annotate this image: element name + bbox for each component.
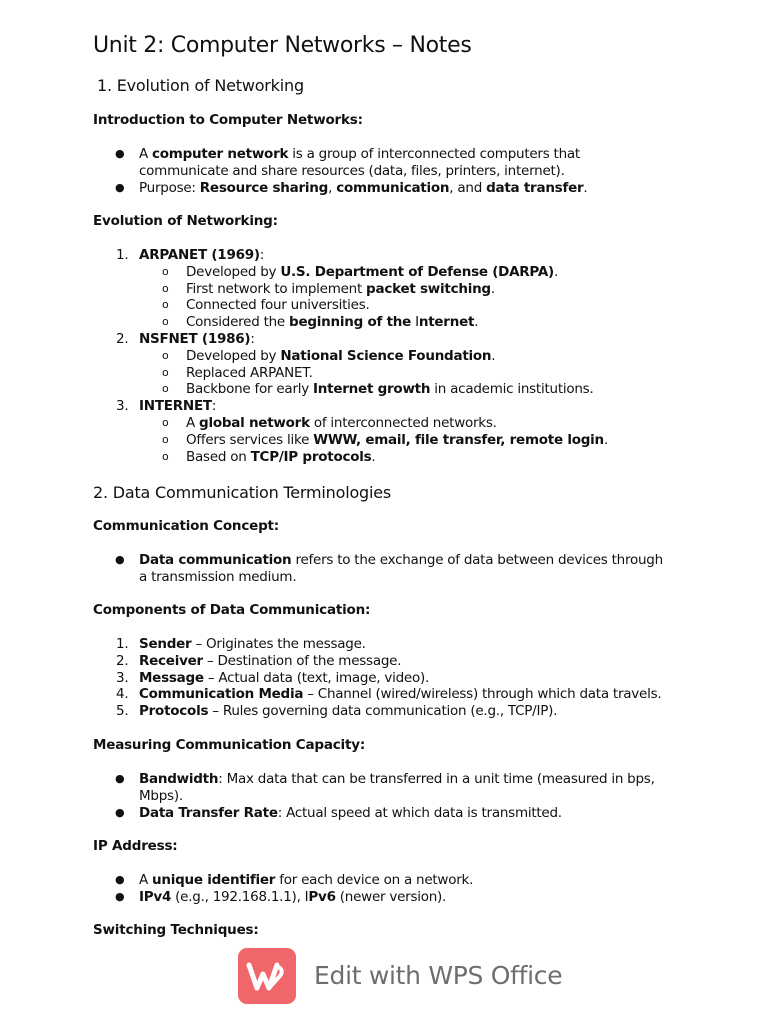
list-item: ● Bandwidth: Max data that can be transferred in a unit time (measured in bps, [115,771,655,787]
concept-bullet-list [0,552,768,586]
sub-list-item: o Offers services like WWW, email, file transfer, remote login. [162,431,608,448]
list-item: ● A unique identifier for each device on a network. [115,872,474,888]
bullet-marker: ● [115,772,125,785]
list-item-component: 5. Protocols – Rules governing data communication (e.g., TCP/IP). [116,703,558,720]
list-item-continuation: a transmission medium. [139,568,297,585]
bullet-marker: ● [115,553,125,566]
sub-list-item: o Backbone for early Internet growth in academic institutions. [162,381,594,398]
list-item: ● Data Transfer Rate: Actual speed at which data is transmitted. [115,804,562,821]
wps-logo-icon [238,948,296,1004]
wps-watermark[interactable] [238,948,563,1006]
bullet-marker: ● [115,873,125,886]
subheading-ip-address: IP Address: [93,838,178,854]
list-item: ● Purpose: Resource sharing, communication, and data transfer. [115,179,588,196]
sub-list-item: o Replaced ARPANET. [162,364,313,381]
sub-list-item: o Developed by U.S. Department of Defense (DARPA). [162,263,558,280]
subheading-components: Components of Data Communication: [93,602,371,618]
list-item-component: 2. Receiver – Destination of the message. [116,652,402,669]
bullet-marker: ● [115,147,125,160]
list-item: ● IPv4 (e.g., 192.168.1.1), IPv6 (newer version). [115,888,447,905]
wps-edit-label: Edit with WPS Office [314,961,563,990]
bullet-marker: ● [115,805,125,819]
section-heading-evolution: 1. Evolution of Networking [97,76,304,95]
sub-list-item: o Considered the beginning of the Internet. [162,314,479,331]
sub-list-item: o Developed by National Science Foundation. [162,347,496,364]
page-title: Unit 2: Computer Networks – Notes [93,33,472,58]
list-item-internet: 3. INTERNET: [116,398,217,415]
subheading-capacity: Measuring Communication Capacity: [93,737,366,753]
sub-list-item: o A global network of interconnected networks. [162,414,497,431]
section-heading-data-communication: 2. Data Communication Terminologies [93,483,392,502]
subheading-switching: Switching Techniques: [93,922,259,938]
subheading-communication-concept: Communication Concept: [93,518,280,534]
list-item-arpanet: 1. ARPANET (1969): [116,247,265,263]
list-item-component: 3. Message – Actual data (text, image, video). [116,669,430,686]
list-item: ● A computer network is a group of interconnected computers that [115,146,580,162]
list-item-component: 4. Communication Media – Channel (wired/wireless) through which data travels. [116,686,662,703]
list-item-component: 1. Sender – Originates the message. [116,636,366,652]
list-item-nsfnet: 2. NSFNET (1986): [116,330,255,347]
ip-bullet-list [0,872,768,906]
sub-list-item: o Connected four universities. [162,297,370,314]
bullet-marker: ● [115,180,125,194]
capacity-bullet-list [0,771,768,821]
sub-list-item: o Based on TCP/IP protocols. [162,448,376,465]
evolution-numbered-list [0,247,768,465]
list-item-continuation: communicate and share resources (data, files, printers, internet). [139,162,565,179]
sub-list-item: o First network to implement packet switching. [162,280,495,297]
subheading-evolution: Evolution of Networking: [93,213,278,229]
list-item: ● Data communication refers to the exchange of data between devices through [115,552,663,568]
intro-bullet-list [0,146,768,196]
list-item-continuation: Mbps). [139,787,183,804]
bullet-marker: ● [115,889,125,903]
subheading-introduction: Introduction to Computer Networks: [93,112,363,128]
components-numbered-list [0,636,768,720]
